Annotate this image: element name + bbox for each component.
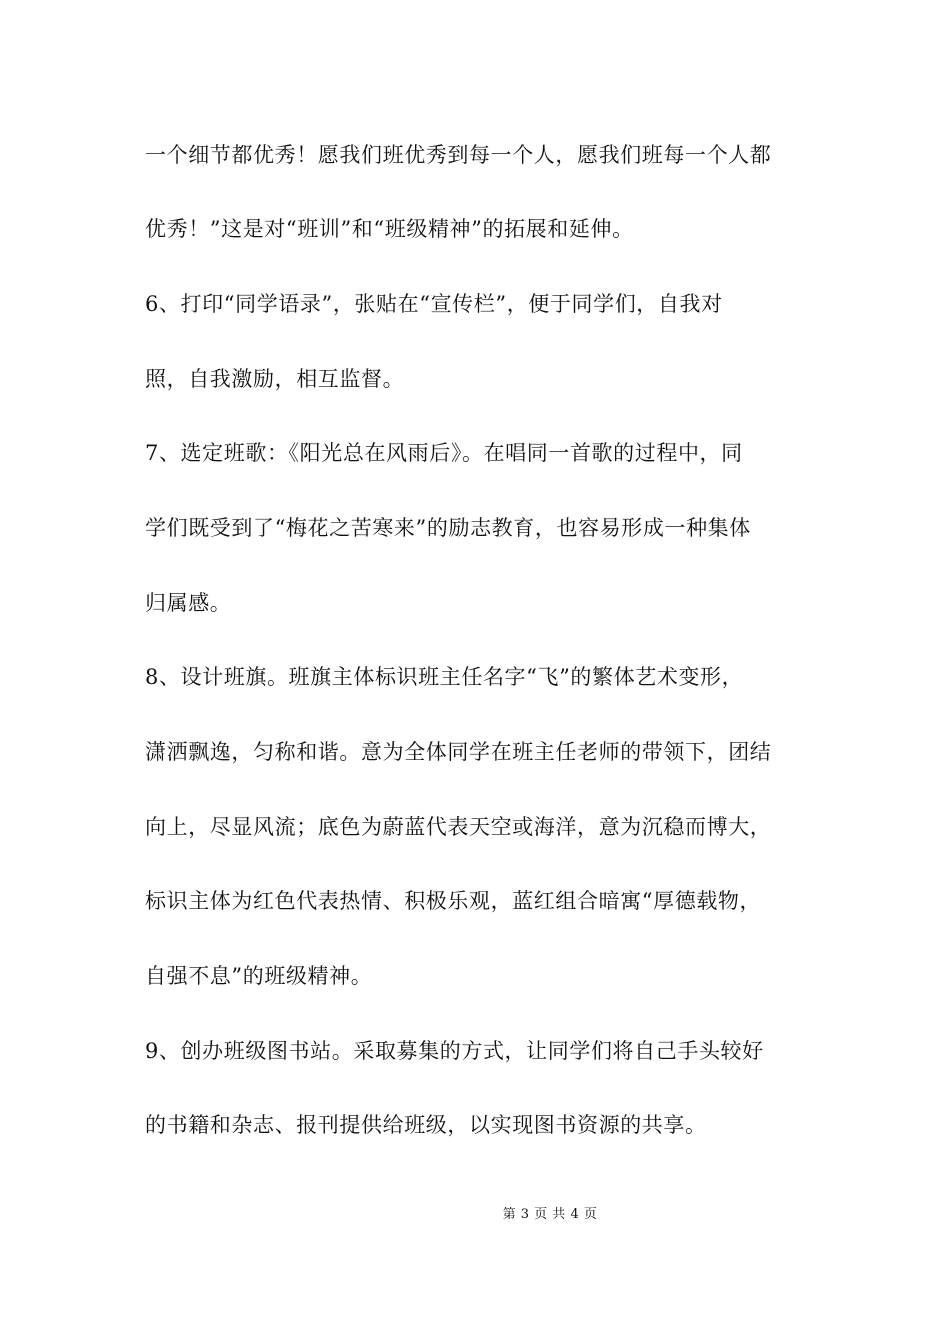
text-line-12: 自强不息”的班级精神。 (145, 964, 373, 988)
text-line-9: 潇洒飘逸，匀称和谐。意为全体同学在班主任老师的带领下，团结 (145, 740, 772, 764)
text-line-5: 7、选定班歌：《阳光总在风雨后》。在唱同一首歌的过程中，同 (145, 441, 743, 465)
text-line-3: 6、打印“同学语录”，张贴在“宣传栏”，便于同学们，自我对 (145, 292, 723, 316)
text-line-11: 标识主体为红色代表热情、积极乐观，蓝红组合暗寓“厚德载物， (145, 889, 762, 913)
text-line-8: 8、设计班旗。班旗主体标识班主任名字“飞”的繁体艺术变形， (145, 665, 744, 689)
text-line-2: 优秀！”这是对“班训”和“班级精神”的拓展和延伸。 (145, 217, 634, 241)
text-line-6: 学们既受到了“梅花之苦寒来”的励志教育，也容易形成一种集体 (145, 516, 751, 540)
text-line-1: 一个细节都优秀！愿我们班优秀到每一个人，愿我们班每一个人都 (145, 143, 772, 167)
text-line-10: 向上，尽显风流；底色为蔚蓝代表天空或海洋，意为沉稳而博大， (145, 815, 772, 839)
text-line-14: 的书籍和杂志、报刊提供给班级，以实现图书资源的共享。 (145, 1113, 707, 1137)
page-number-footer: 第 3 页 共 4 页 (502, 1207, 598, 1222)
text-line-13: 9、创办班级图书站。采取募集的方式，让同学们将自己手头较好 (145, 1039, 764, 1063)
text-line-4: 照，自我激励，相互监督。 (145, 367, 405, 391)
text-line-7: 归属感。 (145, 591, 232, 615)
